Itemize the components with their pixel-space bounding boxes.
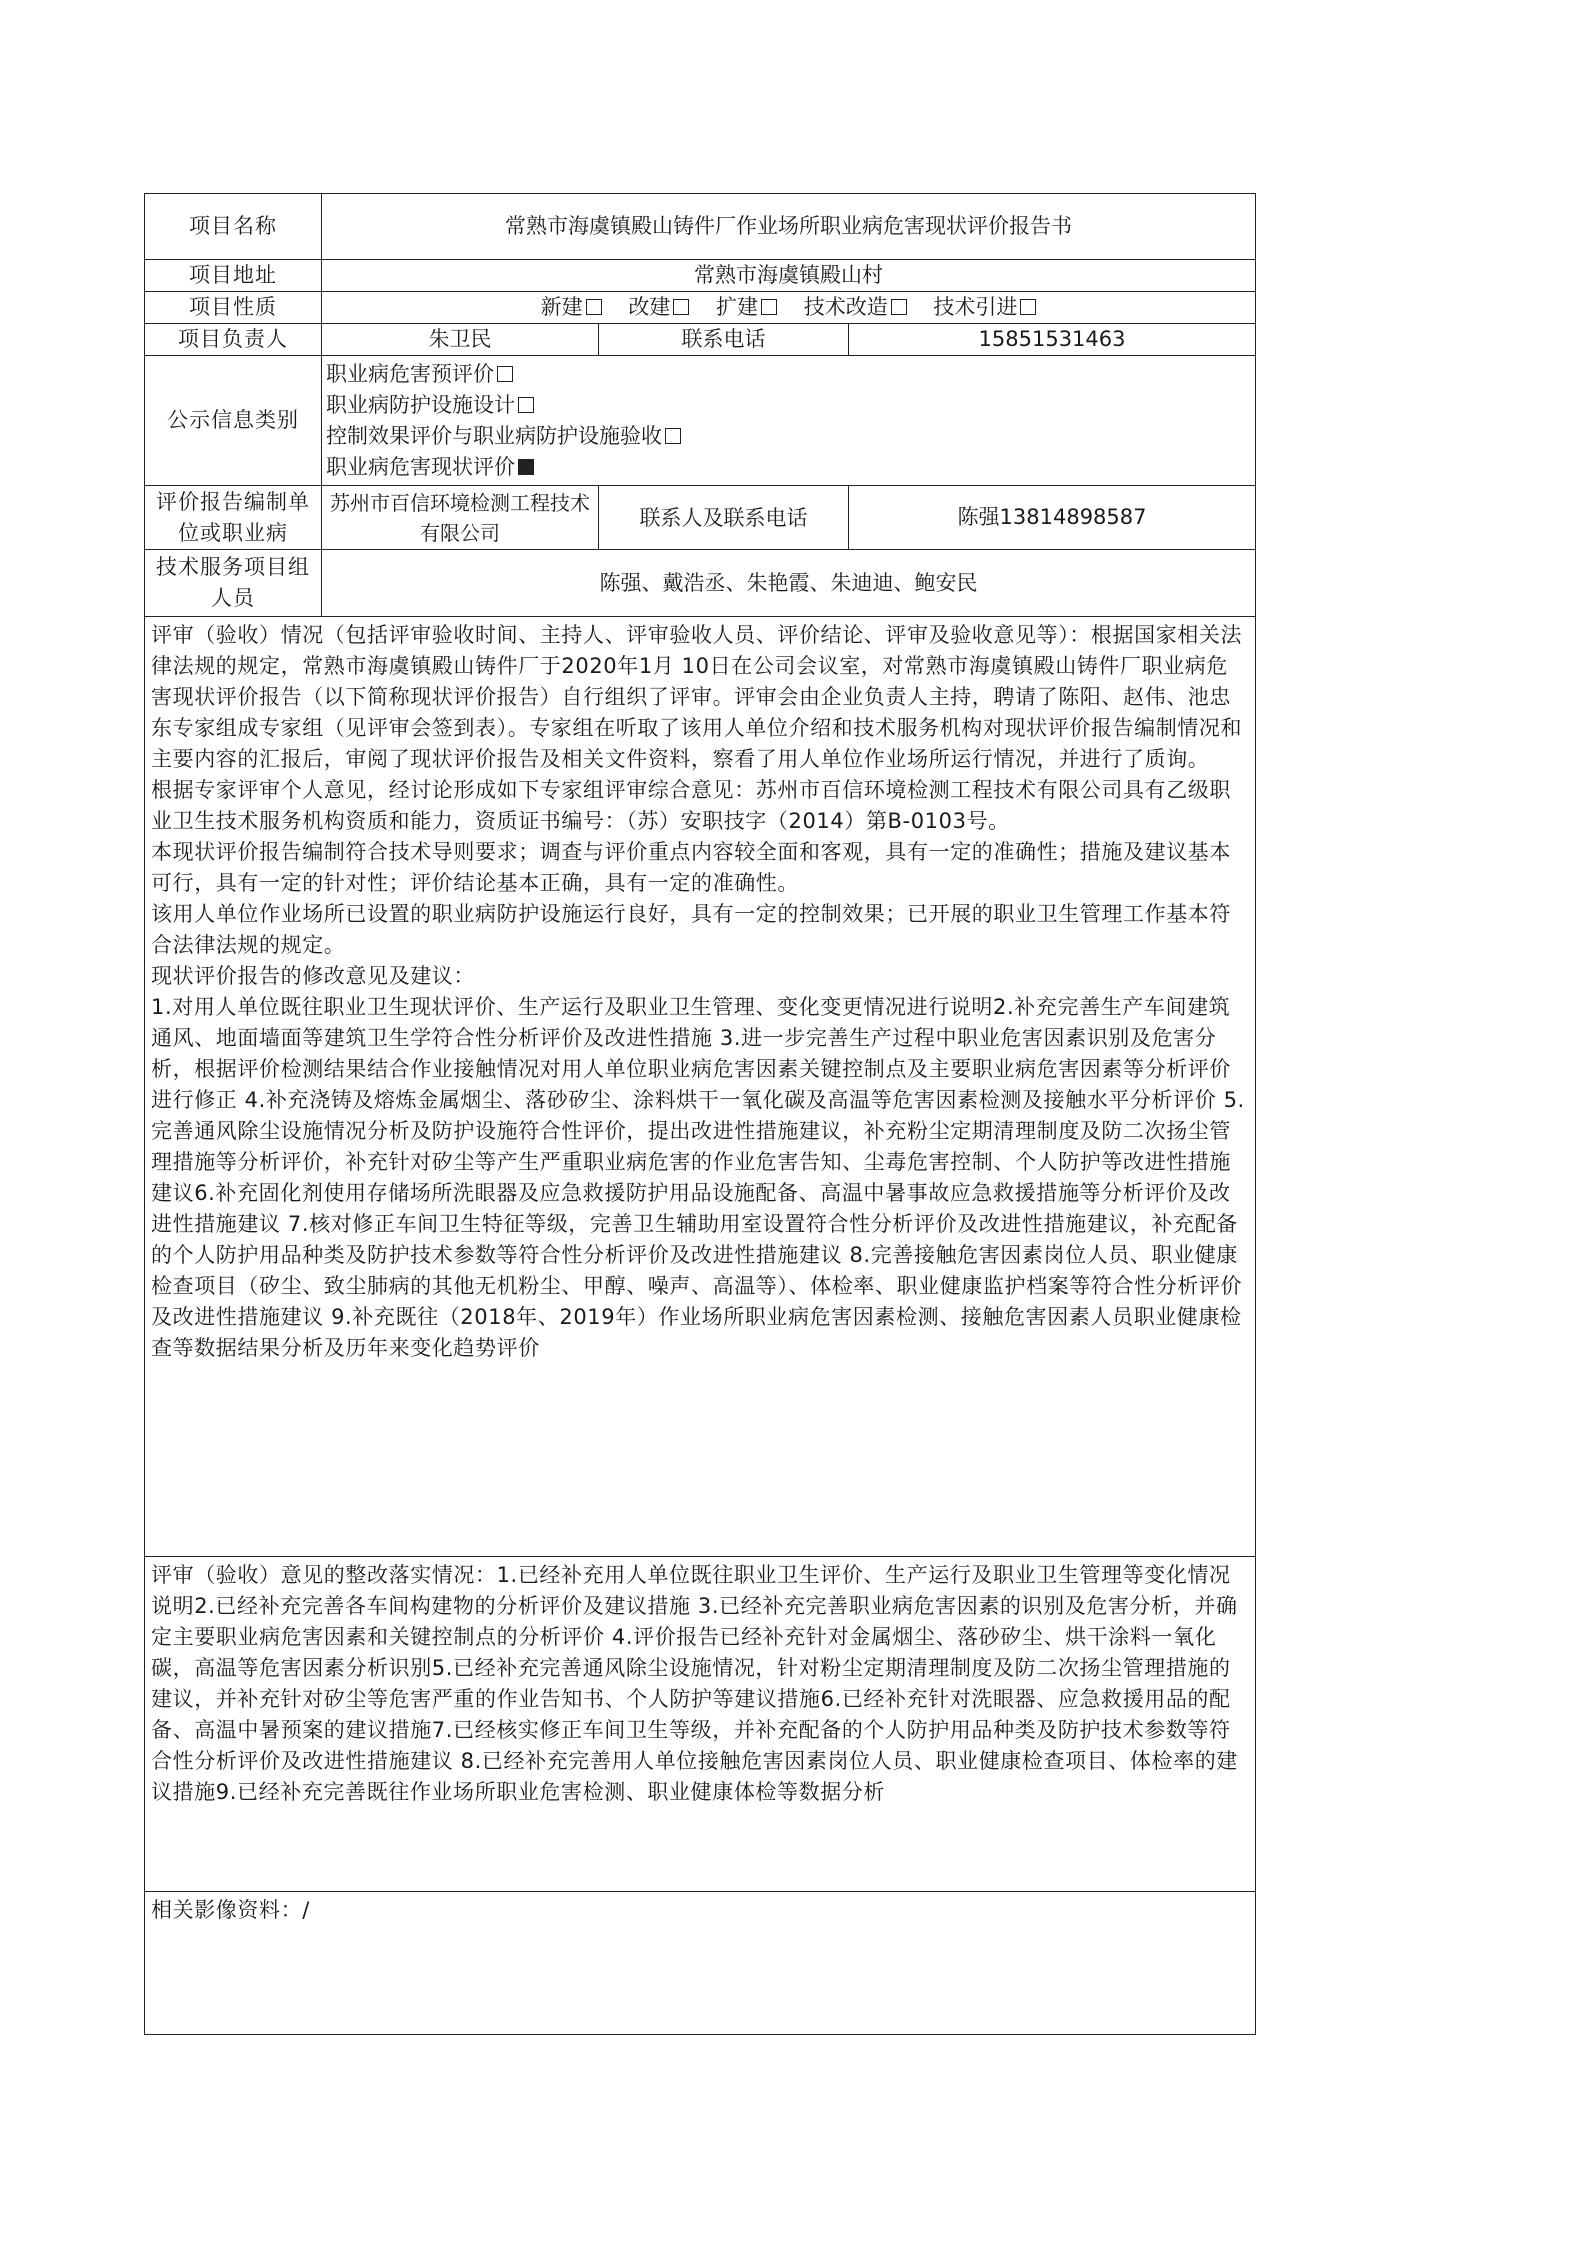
checkbox-icon [497, 366, 513, 382]
row-project-leader [145, 324, 1256, 356]
report-org-label: 评价报告编制单位或职业病 [145, 486, 322, 550]
service-team-label: 技术服务项目组人员 [145, 550, 322, 617]
row-project-name [145, 194, 1256, 260]
review-paragraph: 本现状评价报告编制符合技术导则要求；调查与评价重点内容较全面和客观，具有一定的准确性；措施及建议基本可行，具有一定的针对性；评价结论基本正确，具有一定的准确性。 [151, 840, 1231, 895]
project-nature-options [322, 292, 1256, 324]
project-name-label: 项目名称 [145, 194, 322, 260]
contact-phone-label: 联系电话 [599, 324, 849, 356]
review-paragraph: 1.对用人单位既往职业卫生现状评价、生产运行及职业卫生管理、变化变更情况进行说明2.补充完善生产车间建筑通风、地面墙面等建筑卫生学符合性分析评价及改进性措施 3.进一步完善生产过程中职业危害因素识别及危害分析，根据评价检测结果结合作业接触情况对用人单位职业病危害因素关键控制点及主要职业病危害因素等分析评价进行修正 4.补充浇铸及熔炼金属烟尘、落砂矽尘、涂料烘干一氧化碳及高温等危害因素检测及接触水平分析评价 5.完善通风除尘设施情况分析及防护设施符合性评价，提出改进性措施建议，补充粉尘定期清理制度及防二次扬尘管理措施等分析评价，补充针对矽尘等产生严重职业病危害的作业危害告知、尘毒危害控制、个人防护等改进性措施建议6.补充固化剂使用存储场所洗眼器及应急救援防护用品设施配备、高温中暑事故应急救援措施等分析评价及改进性措施建议 7.核对修正车间卫生特征等级，完善卫生辅助用室设置符合性分析评价及改进性措施建议，补充配备的个人防护用品种类及防护技术参数等符合性分析评价及改进性措施建议 8.完善接触危害因素岗位人员、职业健康检查项目（矽尘、致尘肺病的其他无机粉尘、甲醇、噪声、高温等）、体检率、职业健康监护档案等符合性分析评价及改进性措施建议 9.补充既往（2018年、2019年）作业场所职业病危害因素检测、接触危害因素人员职业健康检查等数据结果分析及历年来变化趋势评价 [151, 995, 1245, 1360]
row-report-org [145, 486, 1256, 550]
checkbox-icon [761, 299, 777, 315]
media-section [145, 1892, 1256, 2035]
row-project-nature [145, 292, 1256, 324]
rectification-text: 评审（验收）意见的整改落实情况：1.已经补充用人单位既往职业卫生评价、生产运行及职业卫生管理等变化情况说明2.已经补充完善各车间构建物的分析评价及建议措施 3.已经补充完善职业病危害因素的识别及危害分析，并确定主要职业病危害因素和关键控制点的分析评价 4.评价报告已经补充针对金属烟尘、落砂矽尘、烘干涂料一氧化碳，高温等危害因素分析识别5.已经补充完善通风除尘设施情况，针对粉尘定期清理制度及防二次扬尘管理措施的建议，并补充针对矽尘等危害严重的作业告知书、个人防护等建议措施6.已经补充针对洗眼器、应急救援用品的配备、高温中暑预案的建议措施7.已经核实修正车间卫生等级，并补充配备的个人防护用品种类及防护技术参数等符合性分析评价及改进性措施建议 8.已经补充完善用人单位接触危害因素岗位人员、职业健康检查项目、体检率的建议措施9.已经补充完善既往作业场所职业危害检测、职业健康体检等数据分析 [151, 1563, 1238, 1804]
checkbox-icon [1020, 299, 1036, 315]
review-paragraph: 现状评价报告的修改意见及建议： [151, 964, 475, 988]
project-leader-label: 项目负责人 [145, 324, 322, 356]
category-item: 职业病防护设施设计 [326, 390, 1251, 421]
media-text: 相关影像资料：/ [151, 1898, 310, 1922]
checkbox-icon [586, 299, 602, 315]
contact-person-label: 联系人及联系电话 [599, 486, 849, 550]
row-category [145, 356, 1256, 486]
checkbox-icon [673, 299, 689, 315]
nature-option: 新建 [541, 295, 602, 319]
row-project-address [145, 260, 1256, 292]
row-media [145, 1892, 1256, 2035]
row-rectification [145, 1557, 1256, 1892]
project-address-label: 项目地址 [145, 260, 322, 292]
disclosure-form [144, 193, 1255, 2033]
checkbox-icon [518, 397, 534, 413]
review-paragraph: 该用人单位作业场所已设置的职业病防护设施运行良好，具有一定的控制效果；已开展的职业卫生管理工作基本符合法律法规的规定。 [151, 902, 1231, 957]
nature-option: 扩建 [716, 295, 777, 319]
nature-option: 技术引进 [933, 295, 1036, 319]
project-address-value: 常熟市海虞镇殿山村 [322, 260, 1256, 292]
review-paragraph: 评审（验收）情况（包括评审验收时间、主持人、评审验收人员、评价结论、评审及验收意见等）：根据国家相关法律法规的规定，常熟市海虞镇殿山铸件厂于2020年1月 10日在公司会议室，对常熟市海虞镇殿山铸件厂职业病危害现状评价报告（以下简称现状评价报告）自行组织了评审。评审会由企业负责人主持，聘请了陈阳、赵伟、池忠东专家组成专家组（见评审会签到表）。专家组在听取了该用人单位介绍和技术服务机构对现状评价报告编制情况和主要内容的汇报后，审阅了现状评价报告及相关文件资料，察看了用人单位作业场所运行情况，并进行了质询。 [151, 623, 1243, 771]
row-review [145, 617, 1256, 1557]
service-team-value: 陈强、戴浩丞、朱艳霞、朱迪迪、鲍安民 [322, 550, 1256, 617]
review-section [145, 617, 1256, 1557]
checkbox-icon [665, 428, 681, 444]
contact-person-value: 陈强13814898587 [849, 486, 1256, 550]
category-label: 公示信息类别 [145, 356, 322, 486]
nature-option: 技术改造 [804, 295, 907, 319]
contact-phone-value: 15851531463 [849, 324, 1256, 356]
project-name-value: 常熟市海虞镇殿山铸件厂作业场所职业病危害现状评价报告书 [322, 194, 1256, 260]
project-nature-label: 项目性质 [145, 292, 322, 324]
report-org-value: 苏州市百信环境检测工程技术有限公司 [322, 486, 599, 550]
category-item: 控制效果评价与职业病防护设施验收 [326, 421, 1251, 452]
category-item: 职业病危害预评价 [326, 359, 1251, 390]
category-item: 职业病危害现状评价 [326, 452, 1251, 483]
row-service-team [145, 550, 1256, 617]
checked-box-icon [518, 459, 534, 475]
review-paragraph: 根据专家评审个人意见，经讨论形成如下专家组评审综合意见：苏州市百信环境检测工程技术有限公司具有乙级职业卫生技术服务机构资质和能力，资质证书编号：（苏）安职技字（2014）第B-0103号。 [151, 778, 1231, 833]
form-table [144, 193, 1256, 2035]
rectification-section [145, 1557, 1256, 1892]
project-leader-value: 朱卫民 [322, 324, 599, 356]
nature-option: 改建 [628, 295, 689, 319]
category-list [322, 356, 1256, 486]
checkbox-icon [891, 299, 907, 315]
